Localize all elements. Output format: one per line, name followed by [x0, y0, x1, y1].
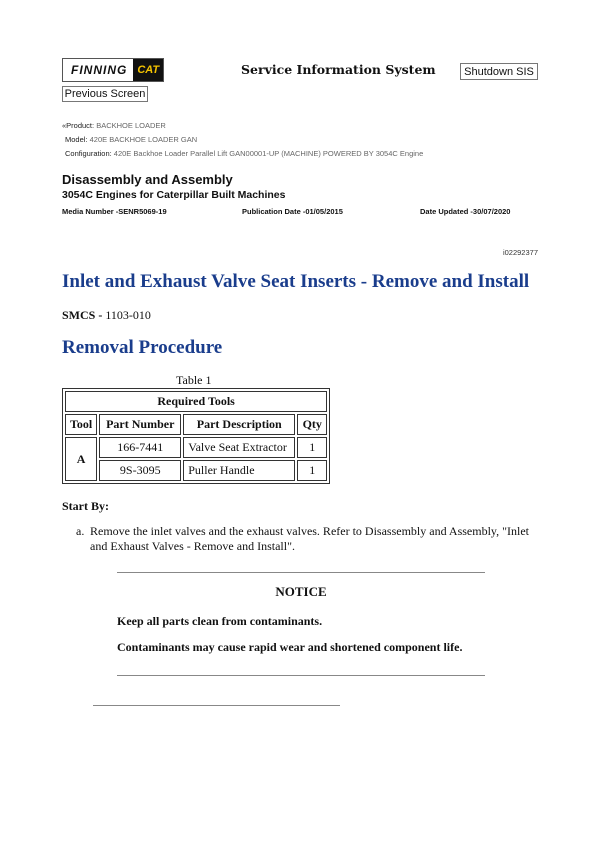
- qty-cell: 1: [297, 437, 327, 458]
- system-title: Service Information System: [241, 62, 436, 77]
- document-subtitle: 3054C Engines for Caterpillar Built Machines: [62, 189, 286, 201]
- header-qty: Qty: [297, 414, 327, 435]
- shutdown-sis-button[interactable]: Shutdown SIS: [460, 63, 538, 80]
- model-value: 420E BACKHOE LOADER GAN: [89, 135, 198, 144]
- part-number-cell: 9S-3095: [99, 460, 181, 481]
- part-description-cell: Valve Seat Extractor: [183, 437, 295, 458]
- step-a: [76, 524, 541, 554]
- notice-top-divider: [117, 572, 485, 573]
- meta-model: [65, 135, 197, 144]
- meta-product: [62, 121, 166, 130]
- previous-screen-button[interactable]: Previous Screen: [62, 86, 148, 102]
- table-row: [65, 460, 327, 481]
- header-tool: Tool: [65, 414, 97, 435]
- notice-line-2: Contaminants may cause rapid wear and shortened component life.: [117, 640, 463, 654]
- reference-id: i02292377: [502, 248, 538, 257]
- required-tools-table: [62, 388, 330, 484]
- qty-cell: 1: [297, 460, 327, 481]
- header-part-description: Part Description: [183, 414, 295, 435]
- date-updated: Date Updated -30/07/2020: [420, 207, 511, 216]
- main-heading: Inlet and Exhaust Valve Seat Inserts - Remove and Install: [62, 271, 530, 292]
- start-by-label: Start By:: [62, 499, 109, 513]
- smcs-value: 1103-010: [105, 308, 151, 322]
- meta-configuration: [65, 149, 423, 158]
- smcs-label: SMCS -: [62, 308, 103, 322]
- footer-divider: [93, 705, 340, 706]
- section-heading: Removal Procedure: [62, 337, 223, 358]
- media-number: Media Number -SENR5069-19: [62, 207, 167, 216]
- step-text: Remove the inlet valves and the exhaust valves. Refer to Disassembly and Assembly, "Inlet and Exhaust Valves - Remove and Install".: [90, 524, 530, 553]
- table-caption: Table 1: [176, 373, 212, 387]
- part-number-cell: 166-7441: [99, 437, 181, 458]
- notice-line-1: Keep all parts clean from contaminants.: [117, 614, 323, 628]
- finning-cat-logo: [62, 58, 164, 82]
- publication-date: Publication Date -01/05/2015: [242, 207, 343, 216]
- configuration-value: 420E Backhoe Loader Parallel Lift GAN00001-UP (MACHINE) POWERED BY 3054C Engine: [113, 149, 424, 158]
- notice-bottom-divider: [117, 675, 485, 676]
- product-label: «Product:: [62, 121, 95, 130]
- notice-title: NOTICE: [275, 584, 327, 599]
- table-row: [65, 437, 327, 458]
- part-description-cell: Puller Handle: [183, 460, 295, 481]
- step-marker: a.: [76, 524, 85, 538]
- tool-letter: A: [65, 437, 97, 481]
- logo-cat-badge: CAT: [133, 59, 163, 81]
- product-value: BACKHOE LOADER: [96, 121, 166, 130]
- smcs-line: [62, 308, 151, 323]
- document-title: Disassembly and Assembly: [62, 172, 233, 187]
- logo-finning-text: FINNING: [71, 63, 128, 77]
- header-part-number: Part Number: [99, 414, 181, 435]
- model-label: Model:: [65, 135, 88, 144]
- configuration-label: Configuration:: [65, 149, 112, 158]
- table-title: Required Tools: [65, 391, 327, 412]
